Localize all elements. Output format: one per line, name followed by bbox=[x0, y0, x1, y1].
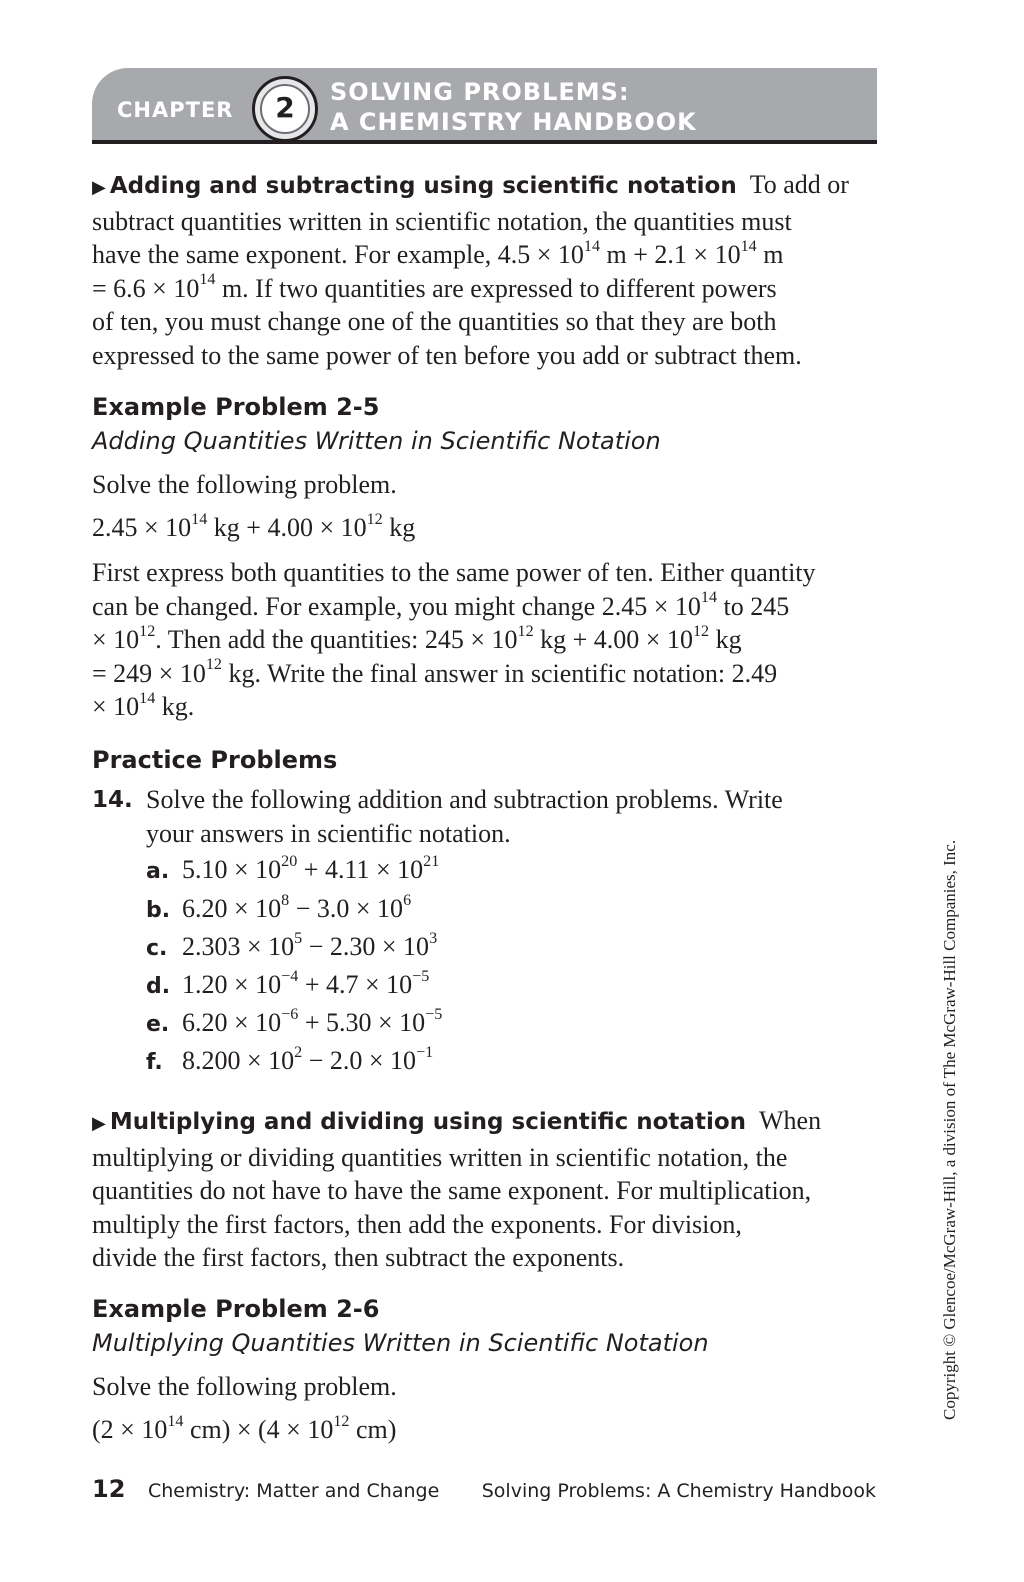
example-heading: Example Problem 2-6 bbox=[92, 1295, 380, 1323]
para-line: have the same exponent. For example, $4.5 \times 10^{14}$ $m + 2.1 \times 10^{14}$ m bbox=[92, 237, 784, 269]
footer-section-title: Solving Problems: A Chemistry Handbook bbox=[481, 1480, 876, 1502]
multiplying-dividing-paragraph bbox=[92, 1104, 882, 1275]
chapter-number: 2 bbox=[275, 91, 295, 124]
example-instruction: Solve the following problem. bbox=[92, 470, 397, 499]
section-lead: Adding and subtracting using scientific notation bbox=[109, 173, 737, 199]
triangle-bullet-icon: ▶ bbox=[92, 1113, 106, 1134]
para-line: ▶ Multiplying and dividing using scientific notation When bbox=[92, 1106, 822, 1135]
para-line: × $10^{14}$ kg. bbox=[92, 689, 195, 721]
practice-heading: Practice Problems bbox=[92, 746, 338, 774]
practice-item-c: c. $2.303 \times 10^5 - 2.30 \times 10^3$ bbox=[146, 929, 438, 961]
para-line: multiply the first factors, then add the exponents. For division, bbox=[92, 1209, 742, 1239]
chapter-title-line2: A CHEMISTRY HANDBOOK bbox=[330, 108, 697, 136]
para-text: To add or bbox=[749, 170, 849, 199]
triangle-bullet-icon: ▶ bbox=[92, 177, 106, 198]
example-subheading: Adding Quantities Written in Scientific Notation bbox=[92, 427, 661, 455]
problem-text bbox=[146, 783, 866, 850]
section-lead: Multiplying and dividing using scientific notation bbox=[109, 1109, 747, 1135]
header-underline bbox=[92, 140, 877, 144]
para-line: quantities do not have to have the same exponent. For multiplication, bbox=[92, 1176, 812, 1205]
example-instruction: Solve the following problem. bbox=[92, 1372, 397, 1401]
practice-item-e: e. $6.20 \times 10^{-6} + 5.30 \times 10^{-5}$ bbox=[146, 1005, 443, 1037]
example-subheading: Multiplying Quantities Written in Scientific Notation bbox=[92, 1329, 709, 1357]
footer-book-title: Chemistry: Matter and Change bbox=[148, 1480, 440, 1502]
problem-number: 14. bbox=[92, 787, 133, 813]
example-expression: $2.45 \times 10^{14}$ kg + $4.00 \times 10^{12}$ kg bbox=[92, 510, 416, 542]
para-line: your answers in scientific notation. bbox=[146, 818, 511, 848]
para-line: can be changed. For example, you might change $2.45 \times 10^{14}$ to 245 bbox=[92, 589, 790, 621]
para-line: = $6.6 \times 10^{14}$ m. If two quantities are expressed to different powers bbox=[92, 271, 777, 303]
chapter-label: CHAPTER bbox=[117, 98, 234, 122]
copyright-notice: Copyright © Glencoe/McGraw-Hill, a division of The McGraw-Hill Companies, Inc. bbox=[940, 839, 959, 1420]
practice-item-d: d. $1.20 \times 10^{-4} + 4.7 \times 10^{-5}$ bbox=[146, 967, 430, 999]
para-line: multiplying or dividing quantities written in scientific notation, the bbox=[92, 1142, 788, 1172]
adding-subtracting-paragraph bbox=[92, 168, 882, 372]
practice-item-a: a. $5.10 \times 10^{20} + 4.11 \times 10^{21}$ bbox=[146, 852, 440, 884]
para-line: = $249 \times 10^{12}$ kg. Write the final answer in scientific notation: 2.49 bbox=[92, 656, 778, 688]
chapter-title-line1: SOLVING PROBLEMS: bbox=[330, 78, 630, 106]
para-line: of ten, you must change one of the quantities so that they are both bbox=[92, 307, 777, 336]
page-number: 12 bbox=[92, 1475, 126, 1503]
chapter-header bbox=[92, 68, 877, 144]
example-expression: ($2 \times 10^{14}$ $cm) \times (4 \times 10^{12}$ cm) bbox=[92, 1412, 397, 1444]
para-line: Solve the following addition and subtraction problems. Write bbox=[146, 785, 783, 814]
para-line: expressed to the same power of ten before you add or subtract them. bbox=[92, 340, 802, 370]
para-line bbox=[92, 168, 882, 205]
practice-item-f: f. $8.200 \times 10^2 - 2.0 \times 10^{-1}$ bbox=[146, 1043, 434, 1075]
para-line: subtract quantities written in scientific notation, the quantities must bbox=[92, 206, 792, 236]
para-line: First express both quantities to the same power of ten. Either quantity bbox=[92, 558, 816, 587]
para-line: × $10^{12}$. Then add the quantities: $245 \times 10^{12}$ kg + $4.00 \times 10^{12}$ kg bbox=[92, 622, 742, 654]
example-heading: Example Problem 2-5 bbox=[92, 393, 380, 421]
example-solution bbox=[92, 556, 882, 724]
practice-item-b: b. $6.20 \times 10^8 - 3.0 \times 10^6$ bbox=[146, 891, 412, 923]
chapter-number-badge bbox=[252, 76, 318, 142]
para-line: divide the first factors, then subtract the exponents. bbox=[92, 1243, 625, 1272]
